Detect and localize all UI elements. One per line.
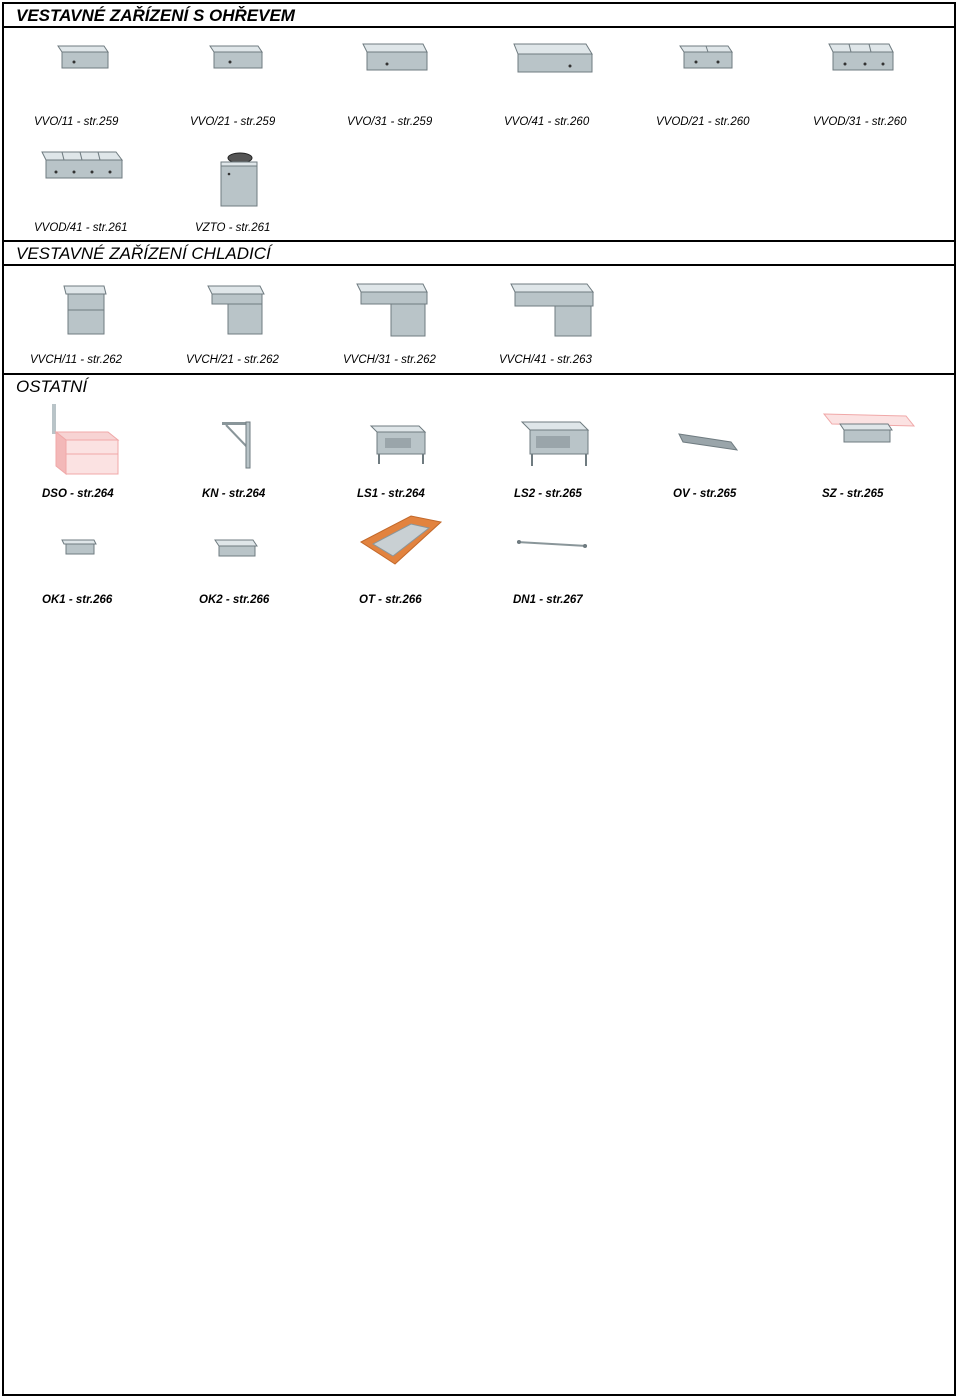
label: VVOD/21 - str.260 <box>656 116 750 128</box>
product-ok1[interactable] <box>42 512 152 606</box>
label: VVCH/41 - str.263 <box>499 354 592 366</box>
heated-well-2-icon <box>190 40 280 74</box>
product-vvo-21[interactable] <box>190 40 300 128</box>
product-vvo-31[interactable] <box>347 40 457 128</box>
product-vvod-31[interactable] <box>813 40 923 128</box>
heated-well-divided-2-icon <box>656 40 746 74</box>
basin-1-icon <box>42 512 122 572</box>
display-shelf-icon <box>42 402 132 478</box>
tray-slide-icon <box>359 512 449 572</box>
label: LS2 - str.265 <box>514 488 582 500</box>
sink-stand-2-icon <box>514 402 594 478</box>
label: VVCH/31 - str.262 <box>343 354 436 366</box>
basin-2-icon <box>199 512 279 572</box>
cooled-well-4-icon <box>499 280 599 338</box>
product-ot[interactable] <box>359 512 469 606</box>
product-vvod-41[interactable] <box>34 146 144 234</box>
cooled-well-1-icon <box>30 280 120 338</box>
label: VVCH/21 - str.262 <box>186 354 279 366</box>
product-vvch-11[interactable] <box>30 280 140 366</box>
heated-well-divided-4-icon <box>34 146 124 182</box>
label: VZTO - str.261 <box>195 222 271 234</box>
product-vvch-31[interactable] <box>343 280 453 366</box>
section-header-heated <box>2 2 956 28</box>
label: VVO/11 - str.259 <box>34 116 119 128</box>
section-header-other <box>2 373 956 399</box>
product-sz[interactable] <box>822 402 932 500</box>
heated-well-4-icon <box>504 40 594 74</box>
cooled-well-3-icon <box>343 280 433 338</box>
plate-warmer-icon <box>195 146 275 208</box>
page-frame <box>2 2 956 1396</box>
product-vvod-21[interactable] <box>656 40 766 128</box>
heated-well-divided-3-icon <box>813 40 903 74</box>
heated-well-3-icon <box>347 40 437 74</box>
cooled-well-2-icon <box>186 280 276 338</box>
label: VVOD/31 - str.260 <box>813 116 907 128</box>
label: OT - str.266 <box>359 594 422 606</box>
drip-tray-icon <box>673 402 753 478</box>
label: DSO - str.264 <box>42 488 114 500</box>
section-header-cooled <box>2 240 956 266</box>
bracket-icon <box>202 402 272 478</box>
product-vvo-11[interactable] <box>34 40 144 128</box>
product-ov[interactable] <box>673 402 783 500</box>
product-vvch-21[interactable] <box>186 280 296 366</box>
product-dso[interactable] <box>42 402 152 500</box>
label: KN - str.264 <box>202 488 266 500</box>
product-vvch-41[interactable] <box>499 280 609 366</box>
label: VVO/31 - str.259 <box>347 116 433 128</box>
label: DN1 - str.267 <box>513 594 583 606</box>
section-title-cooled: VESTAVNÉ ZAŘÍZENÍ CHLADICÍ <box>16 244 271 263</box>
product-ok2[interactable] <box>199 512 309 606</box>
label: VVCH/11 - str.262 <box>30 354 123 366</box>
product-kn[interactable] <box>202 402 312 500</box>
label: OK1 - str.266 <box>42 594 113 606</box>
product-vzto[interactable] <box>195 146 305 234</box>
label: LS1 - str.264 <box>357 488 425 500</box>
label: SZ - str.265 <box>822 488 884 500</box>
sink-stand-1-icon <box>357 402 437 478</box>
product-ls2[interactable] <box>514 402 624 500</box>
label: VVOD/41 - str.261 <box>34 222 128 234</box>
product-ls1[interactable] <box>357 402 467 500</box>
section-title-other: OSTATNÍ <box>16 377 88 396</box>
label: VVO/21 - str.259 <box>190 116 276 128</box>
rail-icon <box>513 512 603 572</box>
label: OV - str.265 <box>673 488 737 500</box>
label: OK2 - str.266 <box>199 594 270 606</box>
section-title-heated: VESTAVNÉ ZAŘÍZENÍ S OHŘEVEM <box>16 6 295 25</box>
product-vvo-41[interactable] <box>504 40 614 128</box>
heated-well-1-icon <box>34 40 114 74</box>
label: VVO/41 - str.260 <box>504 116 590 128</box>
inset-sink-icon <box>822 402 922 478</box>
product-dn1[interactable] <box>513 512 623 606</box>
